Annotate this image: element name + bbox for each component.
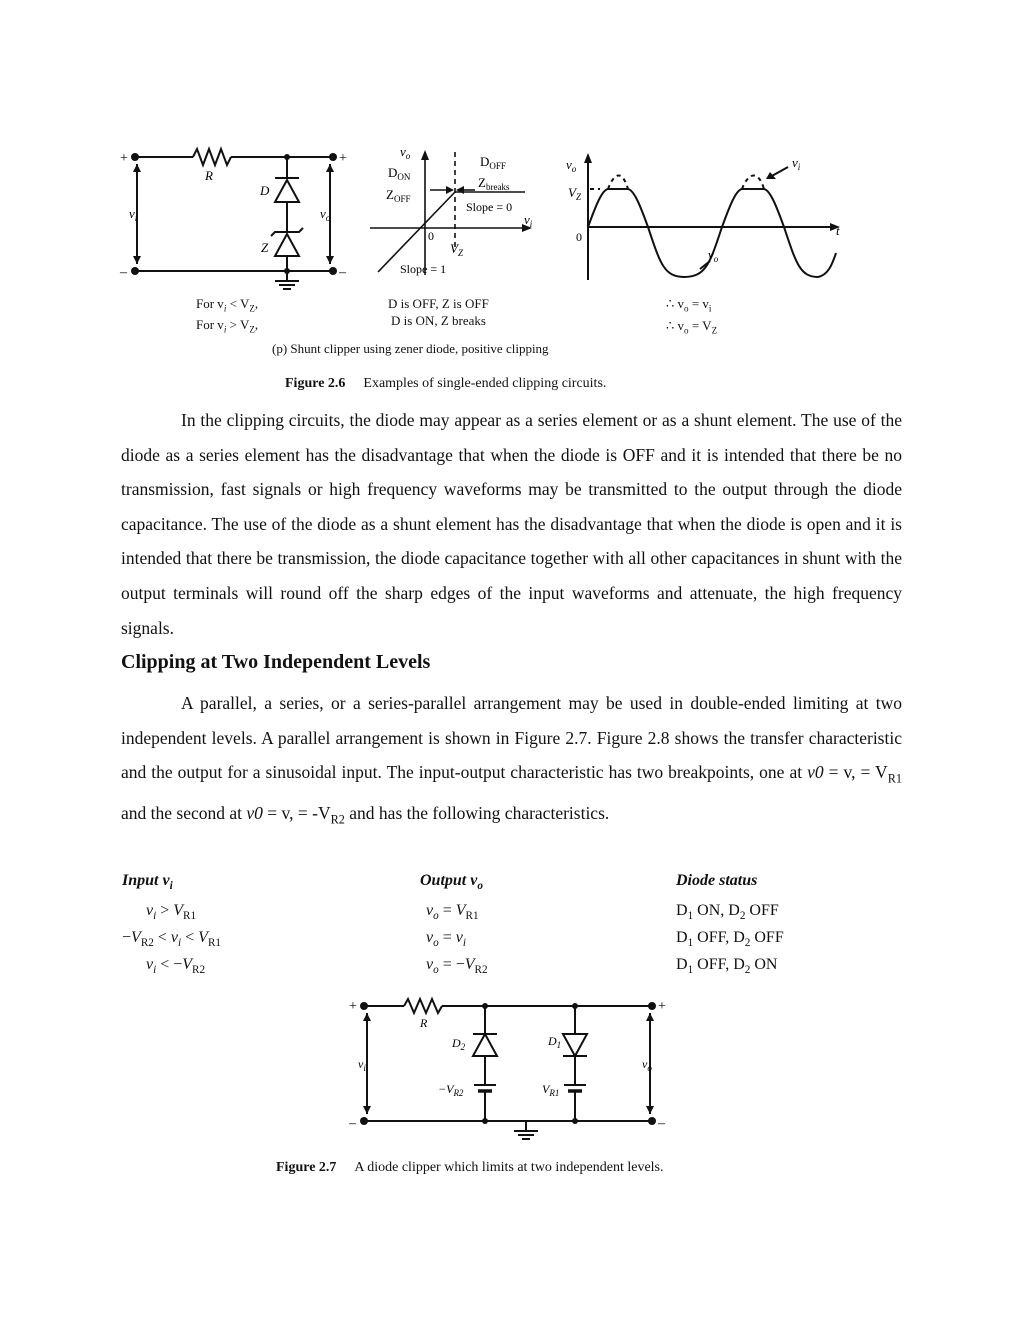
header-output: Output $v_o$ <box>420 872 483 893</box>
svg-text:+: + <box>120 151 128 166</box>
svg-text:−VR2: $-V_{R2}$ <box>438 1082 464 1098</box>
figure-2-6-transfer-characteristic <box>360 140 550 285</box>
result-2: ∴ $v_o = V_Z$ <box>666 318 718 336</box>
svg-text:–: – <box>339 265 346 280</box>
table-row-3-input: $v_i < -V_{R2}$ <box>146 956 206 977</box>
condition-1: For $v_i < V_Z$, <box>196 296 259 314</box>
svg-text:vo: $v_o$ <box>320 206 331 223</box>
svg-text:vo: $v_o$ <box>708 247 719 264</box>
svg-text:VZ: $V_Z$ <box>568 185 581 202</box>
status-2: D is ON, Z breaks <box>391 313 486 328</box>
paragraph-clipping-elements: In the clipping circuits, the diode may appear as a series element or as a shunt element. The use of the diode as a series element has the disadvantage that when the diode is OFF and it is intended that there be no transmission, fast signals or high frequency waveforms may be transmitted to the output through the diode capacitance. The use of the diode as a shunt element has the disadvantage that when the diode is open and it is intended that there be transmission, the diode capacitance together with all other capacitances in shunt with the output terminals will round off the sharp edges of the input waveforms and attenuate, the high frequency signals. <box>121 410 902 638</box>
header-input: Input $v_i$ <box>122 872 173 893</box>
svg-text:Slope = 1: Slope = 1 <box>400 262 447 276</box>
svg-text:+: + <box>658 999 666 1014</box>
section-heading: Clipping at Two Independent Levels <box>121 651 431 673</box>
svg-text:–: – <box>120 265 127 280</box>
svg-text:Slope = 0: Slope = 0 <box>466 200 513 214</box>
table-row-2-status: $D_1$ OFF, $D_2$ OFF <box>676 929 784 950</box>
svg-text:t: t <box>836 223 840 238</box>
figure-2-6-caption: Figure 2.6 Examples of single-ended clipping circuits. <box>285 376 607 391</box>
status-1: D is OFF, Z is OFF <box>388 296 489 311</box>
table-row-2-output: $v_o = v_i$ <box>426 929 466 950</box>
result-1: ∴ $v_o = v_i$ <box>666 296 712 314</box>
svg-text:–: – <box>658 1116 665 1131</box>
table-row-1-input: $v_i > V_{R1}$ <box>146 902 197 923</box>
svg-text:vo: $v_o$ <box>400 144 411 161</box>
table-row-1-status: $D_1$ ON, $D_2$ OFF <box>676 902 779 923</box>
figure-2-7-circuit <box>340 990 680 1145</box>
svg-text:–: – <box>349 1116 356 1131</box>
svg-text:vi: $v_i$ <box>358 1057 366 1073</box>
table-row-3-status: $D_1$ OFF, $D_2$ ON <box>676 956 778 977</box>
paragraph-two-levels: A parallel, a series, or a series-parallel arrangement may be used in double-ended limiting at two independent levels. A parallel arrangement is shown in Figure 2.7. Figure 2.8 shows the transfer characteristic and the output for a sinusoidal input. The input-output characteristic has two breakpoints, one at v0 = v, = $V_{R1}$ and the second at v0 = v, = $-V_{R2}$ and has the following characteristics. <box>121 693 902 827</box>
condition-2: For $v_i > V_Z$, <box>196 317 259 335</box>
figure-2-7-caption: Figure 2.7 A diode clipper which limits at two independent levels. <box>276 1160 664 1175</box>
svg-text:DON: $D_{ON}$ <box>388 165 411 182</box>
figure-2-6-subcaption: (p) Shunt clipper using zener diode, positive clipping <box>272 341 549 356</box>
svg-text:R: R <box>420 1016 428 1030</box>
svg-text:D: D <box>260 183 270 198</box>
figure-2-6-circuit <box>115 140 355 300</box>
svg-text:0: 0 <box>428 229 434 243</box>
table-row-3-output: $v_o = -V_{R2}$ <box>426 956 488 977</box>
header-diode-status: Diode status <box>676 872 758 889</box>
svg-text:vo: $v_o$ <box>566 157 577 174</box>
svg-text:Z: Z <box>261 240 269 255</box>
svg-text:R: R <box>205 168 213 183</box>
table-row-2-input: $-V_{R2} < v_i < V_{R1}$ <box>122 929 221 950</box>
svg-text:ZOFF: $Z_{OFF}$ <box>386 187 411 204</box>
svg-text:D1: $D_1$ <box>548 1034 562 1050</box>
svg-text:D2: $D_2$ <box>452 1036 466 1052</box>
table-row-1-output: $v_o = V_{R1}$ <box>426 902 479 923</box>
svg-text:vo: $v_o$ <box>642 1057 652 1073</box>
svg-text:VZ: $V_Z$ <box>450 241 463 258</box>
svg-text:0: 0 <box>576 230 582 244</box>
svg-text:+: + <box>349 999 357 1014</box>
svg-text:DOFF: $D_{OFF}$ <box>480 154 506 171</box>
svg-text:vi: $v_i$ <box>792 155 801 172</box>
figure-2-6-output-waveform <box>560 145 850 290</box>
svg-text:vi: $v_i$ <box>524 212 533 229</box>
svg-text:VR1: $V_{R1}$ <box>542 1082 560 1098</box>
svg-text:Zbreaks: $Z_{breaks}$ <box>478 175 510 192</box>
svg-text:vi: $v_i$ <box>129 206 138 223</box>
svg-text:+: + <box>339 151 347 166</box>
